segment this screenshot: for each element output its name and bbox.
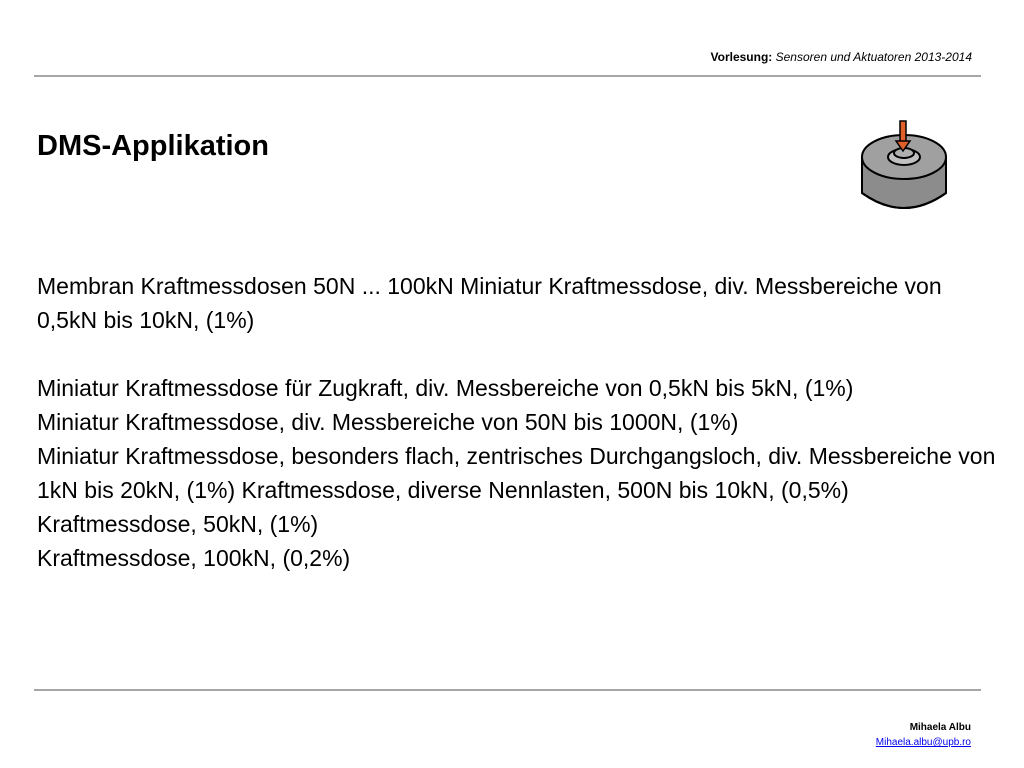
body-paragraph-miniatur: Miniatur Kraftmessdose, div. Messbereiche von 50N bis 1000N, (1%) [37, 409, 739, 435]
author-email-link[interactable]: Mihaela.albu@upb.ro [875, 737, 971, 748]
body-paragraph-membran: Membran Kraftmessdosen 50N ... 100kN Miniatur Kraftmessdose, div. Messbereiche von 0,5kN bis 10kN, (1%) [37, 273, 942, 333]
body-paragraph-flach: Miniatur Kraftmessdose, besonders flach, zentrisches Durchgangsloch, div. Messbereiche von 1kN bis 20kN, (1%) Kraftmessdose, diverse Nennlasten, 500N bis 10kN, (0,5%) [37, 443, 996, 503]
lecture-title: Sensoren und Aktuatoren 2013-2014 [775, 50, 972, 64]
paragraph-gap [37, 337, 997, 371]
header-divider [34, 75, 981, 77]
body-paragraph-50kn: Kraftmessdose, 50kN, (1%) [37, 511, 319, 537]
slide-footer [876, 720, 971, 750]
slide-header [34, 49, 972, 65]
slide-title: DMS-Applikation [37, 130, 269, 162]
body-paragraph-zugkraft: Miniatur Kraftmessdose für Zugkraft, div. Messbereiche von 0,5kN bis 5kN, (1%) [37, 375, 854, 401]
load-cell-icon [856, 115, 952, 215]
body-paragraph-100kn: Kraftmessdose, 100kN, (0,2%) [37, 545, 351, 571]
slide-body [37, 269, 997, 575]
lecture-label: Vorlesung: [710, 50, 773, 64]
author-name: Mihaela Albu [909, 722, 971, 733]
footer-divider [34, 689, 981, 691]
